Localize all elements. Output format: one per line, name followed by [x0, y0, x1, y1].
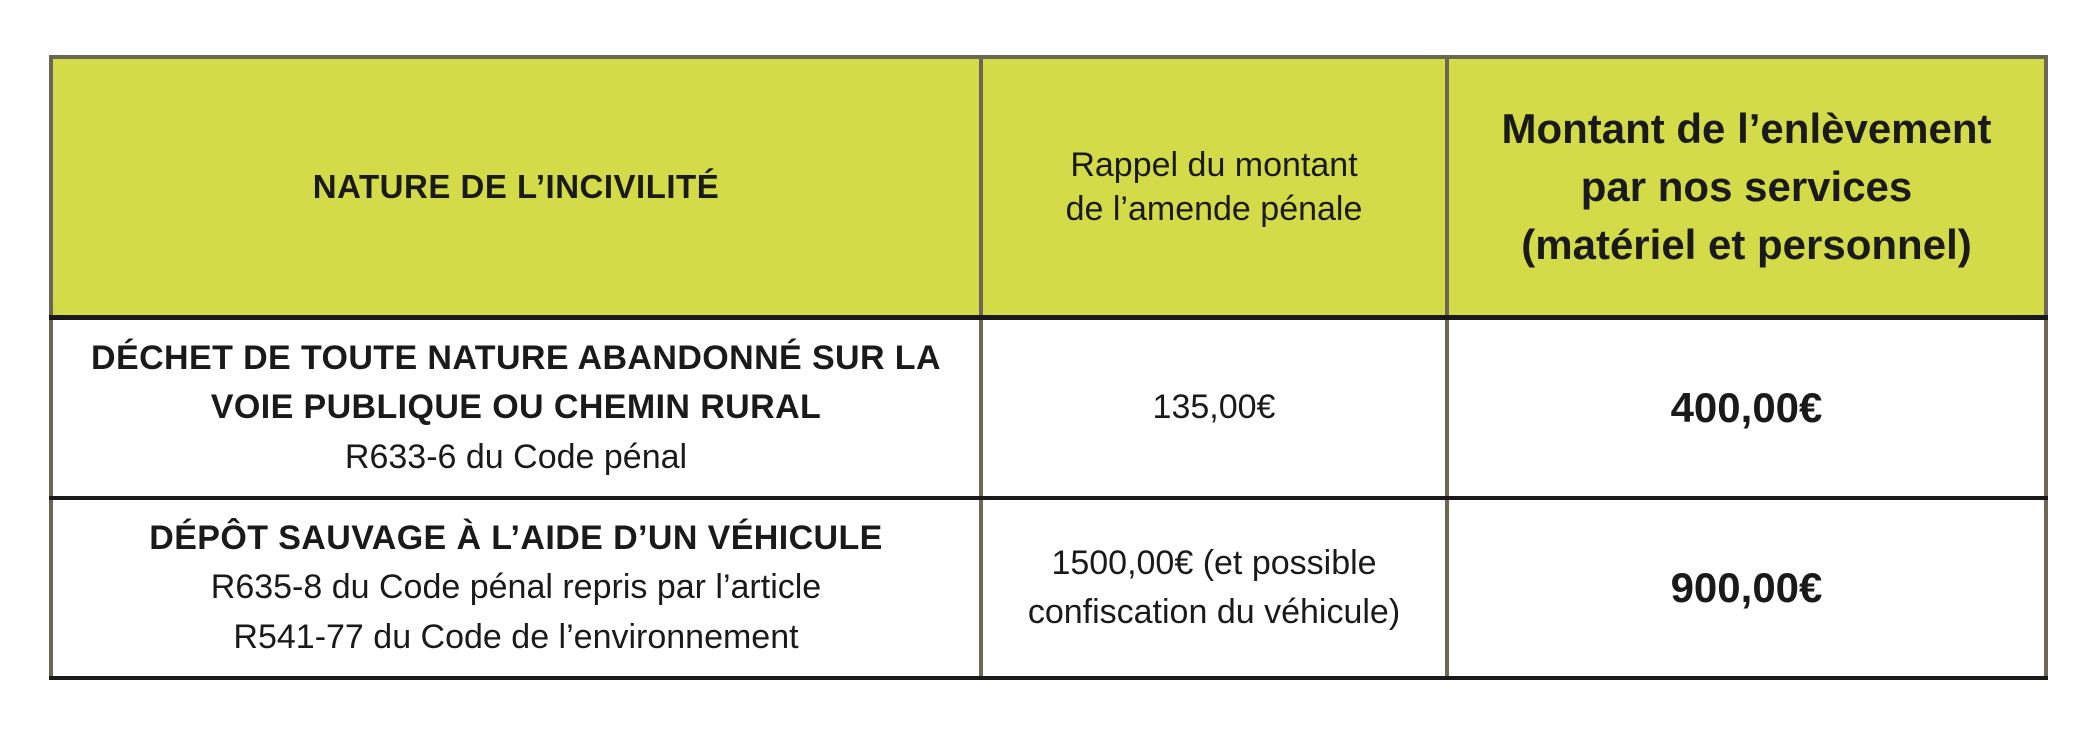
table-body — [51, 318, 2046, 679]
cell-amende — [981, 498, 1447, 678]
cell-montant — [1447, 318, 2046, 499]
fines-table — [49, 55, 2048, 680]
montant-value: 900,00€ — [1670, 563, 1823, 611]
fines-table-container — [49, 55, 2044, 680]
montant-value: 400,00€ — [1670, 383, 1823, 431]
incivility-reference: R633-6 du Code pénal — [344, 437, 688, 476]
header-row — [51, 57, 2046, 318]
header-amende-line: de l’amende pénale — [1065, 190, 1363, 228]
table-row — [51, 498, 2046, 678]
incivility-title: DÉCHET DE TOUTE NATURE ABANDONNÉ SUR LA — [91, 339, 941, 378]
amende-value: confiscation du véhicule) — [1027, 593, 1401, 631]
header-enlevement-line: (matériel et personnel) — [1521, 220, 1972, 268]
header-enlevement-line: Montant de l’enlèvement — [1501, 105, 1992, 153]
incivility-reference: R635-8 du Code pénal repris par l’article — [210, 568, 822, 607]
table-header — [51, 57, 2046, 318]
header-enlevement — [1447, 57, 2046, 318]
header-amende-line: Rappel du montant — [1070, 145, 1358, 184]
incivility-title: DÉPÔT SAUVAGE À L’AIDE D’UN VÉHICULE — [149, 519, 883, 558]
incivility-title: VOIE PUBLIQUE OU CHEMIN RURAL — [210, 388, 822, 427]
header-nature — [51, 57, 981, 318]
header-amende — [981, 57, 1447, 318]
cell-nature — [51, 318, 981, 499]
cell-amende — [981, 318, 1447, 499]
incivility-reference: R541-77 du Code de l’environnement — [233, 617, 799, 656]
table-row — [51, 318, 2046, 499]
header-nature-label: NATURE DE L’INCIVILITÉ — [312, 167, 720, 205]
cell-montant — [1447, 498, 2046, 678]
amende-value: 1500,00€ (et possible — [1051, 543, 1377, 582]
header-enlevement-line: par nos services — [1580, 163, 1913, 211]
amende-value: 135,00€ — [1152, 388, 1276, 427]
cell-nature — [51, 498, 981, 678]
